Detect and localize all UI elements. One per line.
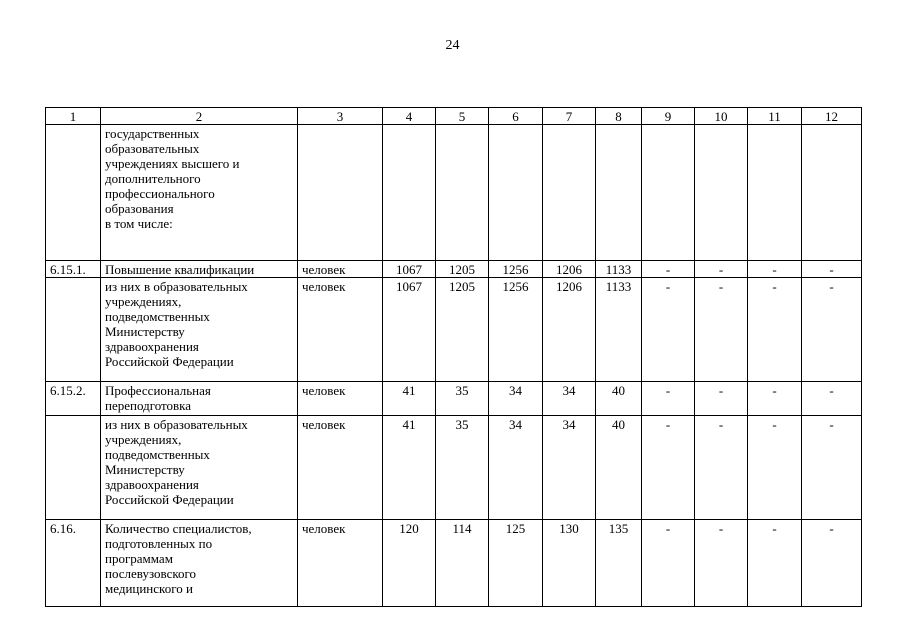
row-value: 114 [436, 520, 489, 607]
column-header: 6 [489, 108, 543, 125]
row-value: - [695, 278, 748, 382]
row-value: 34 [489, 382, 543, 416]
row-value: - [802, 278, 862, 382]
row-value: 1067 [383, 261, 436, 278]
table-row [46, 261, 862, 278]
row-description: Повышение квалификации [101, 261, 298, 278]
column-header: 4 [383, 108, 436, 125]
column-header: 3 [298, 108, 383, 125]
row-value: 40 [596, 416, 642, 520]
column-header: 10 [695, 108, 748, 125]
row-value: - [642, 382, 695, 416]
row-value: - [642, 416, 695, 520]
row-code: 6.15.1. [46, 261, 101, 278]
row-value: - [695, 261, 748, 278]
row-value: 1256 [489, 261, 543, 278]
row-code: 6.16. [46, 520, 101, 607]
row-value: - [642, 261, 695, 278]
table-row [46, 125, 862, 261]
row-value: - [642, 278, 695, 382]
row-unit: человек [298, 520, 383, 607]
row-code: 6.15.2. [46, 382, 101, 416]
table-row [46, 416, 862, 520]
row-value: - [642, 520, 695, 607]
column-header: 12 [802, 108, 862, 125]
row-value: 1067 [383, 278, 436, 382]
row-value: 41 [383, 382, 436, 416]
row-value: 35 [436, 382, 489, 416]
column-header: 7 [543, 108, 596, 125]
row-value [748, 125, 802, 261]
row-value [802, 125, 862, 261]
column-header: 1 [46, 108, 101, 125]
row-value: 34 [543, 382, 596, 416]
row-value: - [695, 382, 748, 416]
row-value: 130 [543, 520, 596, 607]
row-value: 1205 [436, 278, 489, 382]
row-unit: человек [298, 278, 383, 382]
row-value: - [802, 382, 862, 416]
row-code [46, 278, 101, 382]
row-value: 1133 [596, 278, 642, 382]
row-value: - [748, 278, 802, 382]
row-description: из них в образовательных учреждениях, подведомственных Министерству здравоохранения Российской Федерации [101, 278, 298, 382]
row-value [642, 125, 695, 261]
statistics-table [45, 107, 862, 607]
row-value [383, 125, 436, 261]
column-header: 2 [101, 108, 298, 125]
column-header: 11 [748, 108, 802, 125]
row-value: 120 [383, 520, 436, 607]
row-value [436, 125, 489, 261]
row-value: - [802, 416, 862, 520]
column-header: 8 [596, 108, 642, 125]
row-value: 1206 [543, 278, 596, 382]
row-value: - [695, 520, 748, 607]
row-unit [298, 125, 383, 261]
row-value: 135 [596, 520, 642, 607]
row-value: 1205 [436, 261, 489, 278]
row-value: - [802, 520, 862, 607]
row-value: 34 [543, 416, 596, 520]
row-value: - [748, 382, 802, 416]
row-code [46, 125, 101, 261]
table-row [46, 520, 862, 607]
page-number: 24 [445, 38, 460, 53]
row-value: - [802, 261, 862, 278]
row-unit: человек [298, 416, 383, 520]
column-number-row [46, 108, 862, 125]
row-description: из них в образовательных учреждениях, подведомственных Министерству здравоохранения Российской Федерации [101, 416, 298, 520]
row-value: 1256 [489, 278, 543, 382]
row-value: - [748, 520, 802, 607]
row-unit: человек [298, 261, 383, 278]
row-value [596, 125, 642, 261]
row-code [46, 416, 101, 520]
table-row [46, 382, 862, 416]
row-value: - [748, 416, 802, 520]
row-description: Количество специалистов, подготовленных по программам послевузовского медицинского и [101, 520, 298, 607]
row-description: государственных образовательных учреждениях высшего и дополнительного профессионального образования в том числе: [101, 125, 298, 261]
row-value: 1206 [543, 261, 596, 278]
row-value: 35 [436, 416, 489, 520]
row-value: 125 [489, 520, 543, 607]
column-header: 9 [642, 108, 695, 125]
table-row [46, 278, 862, 382]
row-value [695, 125, 748, 261]
row-value: 1133 [596, 261, 642, 278]
column-header: 5 [436, 108, 489, 125]
row-value: - [748, 261, 802, 278]
row-value: 40 [596, 382, 642, 416]
row-description: Профессиональная переподготовка [101, 382, 298, 416]
row-value [489, 125, 543, 261]
row-value: - [695, 416, 748, 520]
row-unit: человек [298, 382, 383, 416]
row-value [543, 125, 596, 261]
row-value: 41 [383, 416, 436, 520]
row-value: 34 [489, 416, 543, 520]
